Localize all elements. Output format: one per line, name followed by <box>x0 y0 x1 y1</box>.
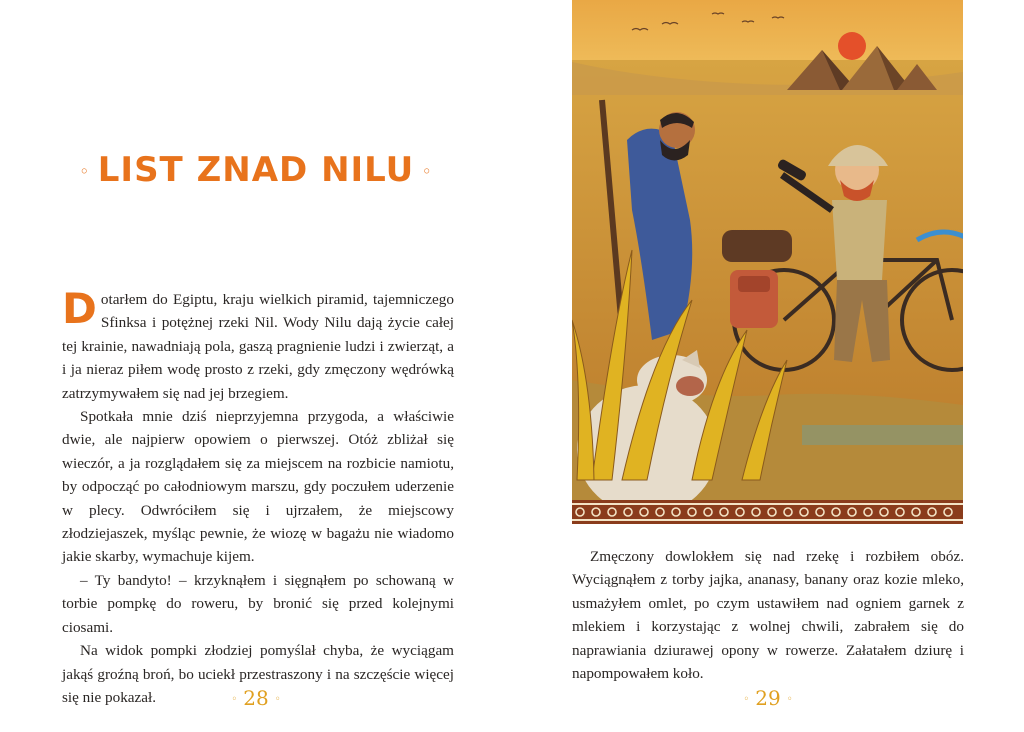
paragraph: Spotkała mnie dziś nieprzyjemna przygoda, a właściwie dwie, ale najpierw opowiem o pierwszej. Otóż zbliżał się wieczór, a ja rozglądałem się za miejscem na rozbicie namiotu, by odpocząć po całodniowym marszu, gdy poczułem uderzenie w plecy. Odwróciłem się i ujrzałem, że miejscowy złodziejaszek, myśląc pewnie, że wiozę w bagażu nie wiadomo jakie skarby, wymachuje kijem. <box>62 408 454 566</box>
right-page <box>512 0 1024 732</box>
right-body-text <box>572 545 964 685</box>
decorative-border-band <box>572 500 963 524</box>
paragraph: Dotarłem do Egiptu, kraju wielkich piramid, tajemniczego Sfinksa i potężnej rzeki Nil. Wody Nilu dają życie całej tej krainie, nawadniają pola, gaszą pragnienie ludzi i zwierząt, a i ja nieraz piłem wodę prosto z rzeki, gdy zmęczony wędrówką zatrzymywałem się nad jej brzegiem. <box>62 284 454 402</box>
paragraph: Na widok pompki złodziej pomyślał chyba, że wyciągam jakąś groźną broń, bo uciekł przestraszony i na szczęście więcej się nie pokazał. <box>62 642 454 706</box>
folio-ornament: ◦ <box>231 694 238 705</box>
left-body-text <box>62 284 454 709</box>
folio-ornament: ◦ <box>743 694 750 705</box>
title-ornament-left: ◦ <box>79 163 90 180</box>
folio-ornament: ◦ <box>274 694 281 705</box>
folio-ornament: ◦ <box>786 694 793 705</box>
page-number-right: ◦ 29 ◦ <box>743 686 793 710</box>
drop-cap: D <box>62 284 97 333</box>
paragraph: – Ty bandyto! – krzyknąłem i sięgnąłem po schowaną w torbie pompkę do roweru, by bronić się przed kolejnymi ciosami. <box>62 571 454 636</box>
illustration-egypt-cyclist <box>572 0 963 500</box>
chapter-title <box>0 150 512 190</box>
chapter-title-text: LIST ZNAD NILU <box>97 150 415 190</box>
page-number-left: ◦ 28 ◦ <box>231 686 281 710</box>
title-ornament-right: ◦ <box>422 163 433 180</box>
paragraph: Zmęczony dowlokłem się nad rzekę i rozbiłem obóz. Wyciągnąłem z torby jajka, ananasy, banany oraz kozie mleko, usmażyłem omlet, po czym ustawiłem nad ogniem garnek z mlekiem i korzystając z wolnej chwili, zabrałem się do naprawiania dziurawej opony w rowerze. Załatałem dziurę i napompowałem koło. <box>572 548 964 683</box>
